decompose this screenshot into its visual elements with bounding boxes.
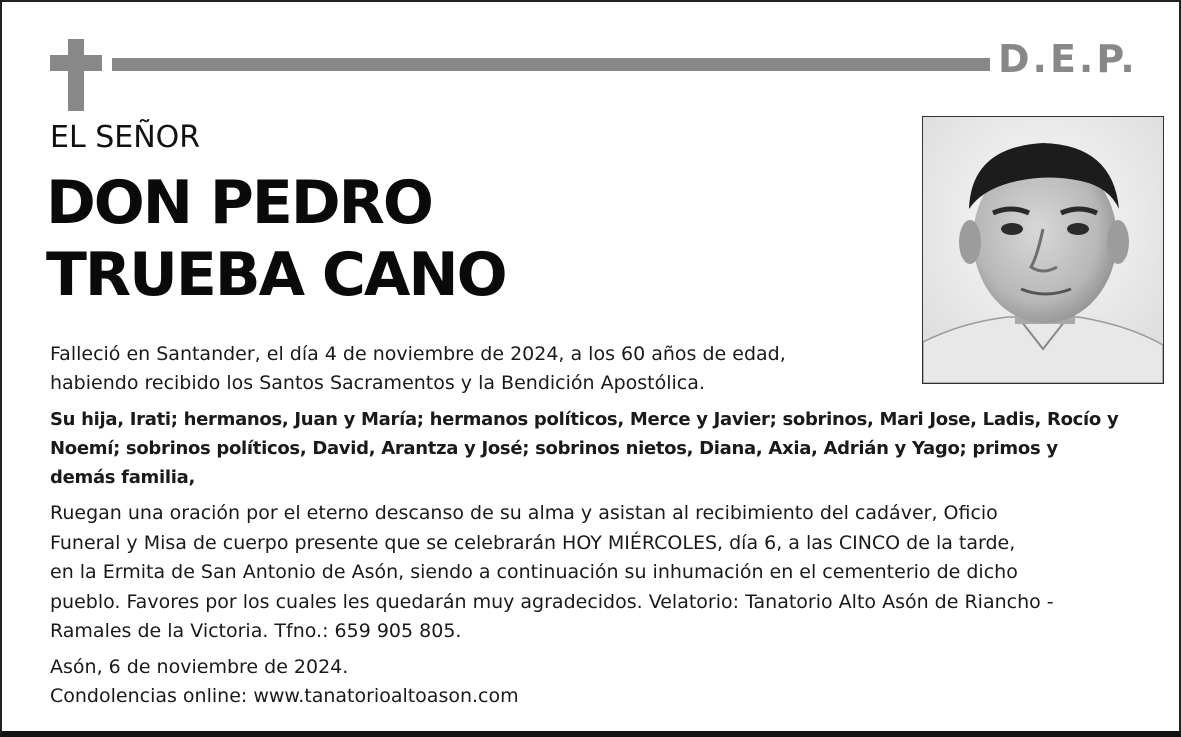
portrait-image (923, 117, 1163, 383)
service-details (50, 499, 1160, 647)
death-line-1: Falleció en Santander, el día 4 de noviembre de 2024, a los 60 años de edad, (50, 343, 786, 365)
service-line-5: Ramales de la Victoria. Tfno.: 659 905 805. (50, 620, 462, 642)
name-line-2: TRUEBA CANO (46, 240, 506, 310)
family-list (50, 405, 1150, 492)
condolences-link: Condolencias online: www.tanatorioaltoason.com (50, 685, 519, 707)
closing (50, 653, 850, 711)
service-line-3: en la Ermita de San Antonio de Asón, siendo a continuación su inhumación en el cementerio de dicho (50, 561, 1018, 583)
service-line-4: pueblo. Favores por los cuales les quedarán muy agradecidos. Velatorio: Tanatorio Alto Asón de Riancho - (50, 590, 1054, 613)
place-date: Asón, 6 de noviembre de 2024. (50, 656, 349, 678)
family-line-2: Noemí; sobrinos políticos, David, Arantza y José; sobrinos nietos, Diana, Axia, Adrián y Yago; primos y (50, 438, 1058, 459)
death-line-2: habiendo recibido los Santos Sacramentos y la Bendición Apostólica. (50, 372, 705, 394)
service-line-1: Ruegan una oración por el eterno descanso de su alma y asistan al recibimiento del cadáver, Oficio (50, 502, 998, 524)
dep-label: D.E.P. (998, 37, 1138, 81)
header-rule (112, 58, 990, 71)
portrait-photo (922, 116, 1164, 384)
name-line-1: DON PEDRO (46, 168, 432, 238)
honorific-title: EL SEÑOR (50, 120, 201, 155)
family-line-1: Su hija, Irati; hermanos, Juan y María; hermanos políticos, Merce y Javier; sobrinos, Mari Jose, Ladis, Rocío y (50, 409, 1119, 430)
service-line-2: Funeral y Misa de cuerpo presente que se celebrarán HOY MIÉRCOLES, día 6, a las CINCO de la tarde, (50, 531, 1016, 554)
death-statement (50, 340, 910, 398)
family-line-3: demás familia, (50, 467, 196, 488)
deceased-name (46, 167, 506, 311)
